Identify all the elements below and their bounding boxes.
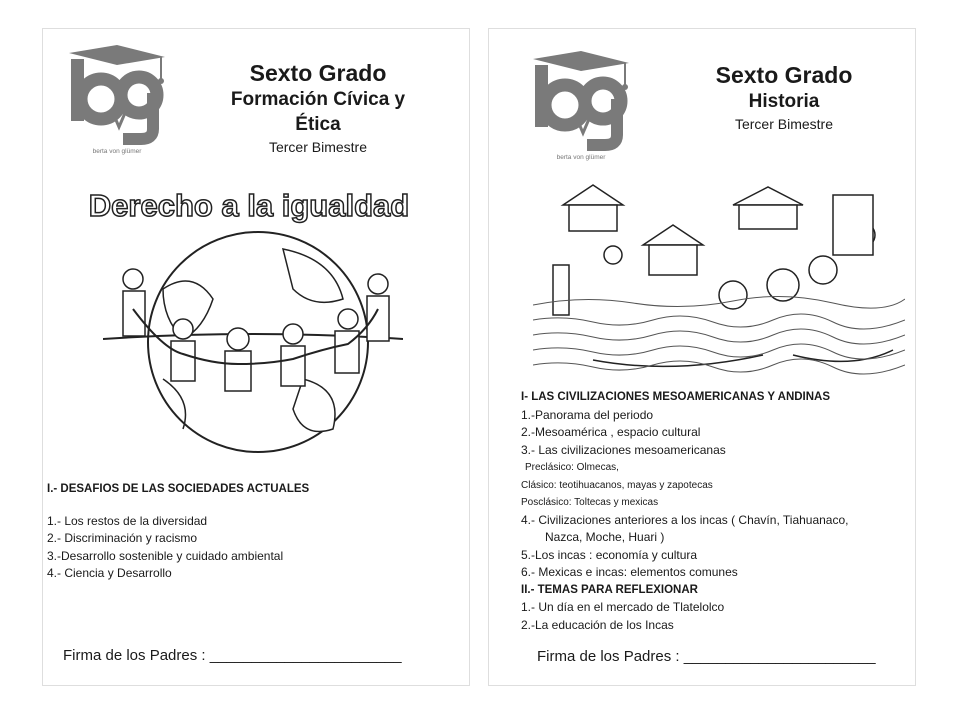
unit-heading: I.- DESAFIOS DE LAS SOCIEDADES ACTUALES [47,483,310,495]
subject-title-line1: Formación Cívica y [230,89,406,110]
topic-item: 5.-Los incas : economía y cultura [521,547,698,562]
topic-item: 4.- Civilizaciones anteriores a los incas ( Chavín, Tiahuanaco, [521,512,849,527]
school-logo [61,43,173,159]
topic-subitem: Preclásico: Olmecas, [525,462,619,473]
topic-item: 1.- Un día en el mercado de Tlatelolco [521,600,725,614]
unit-heading: II.- TEMAS PARA REFLEXIONAR [521,583,698,596]
topic-item: 3.-Desarrollo sostenible y cuidado ambiental [47,548,284,563]
subject-title-line2: Ética [295,114,341,135]
parent-signature-line: Firma de los Padres : _______________________ [63,647,402,664]
topic-item: 3.- Las civilizaciones mesoamericanas [521,442,726,457]
equality-banner [69,185,429,225]
globe-children-illustration [103,229,403,455]
grade-title: Sexto Grado [715,62,853,88]
svg-text:Derecho a la igualdad: Derecho a la igualdad [88,188,410,223]
right-booklet-cover [488,28,916,686]
topic-item: 1.-Panorama del periodo [521,407,654,422]
period-label: Tercer Bimestre [734,116,834,132]
svg-text:berta von glümer: berta von glümer [556,154,606,161]
school-logo [525,49,637,165]
topic-item-continuation: Nazca, Moche, Huari ) [545,530,665,544]
topic-subitem: Clásico: teotihuacanos, mayas y zapotecas [521,479,713,491]
svg-text:berta von glümer: berta von glümer [92,148,142,155]
topic-list [521,389,901,634]
topic-item: 1.- Los restos de la diversidad [47,513,208,528]
subject-title: Historia [748,91,820,112]
title-block [669,61,899,134]
topic-subitem: Posclásico: Toltecas y mexicas [521,497,659,508]
topic-item: 4.- Ciencia y Desarrollo [47,566,172,580]
topic-item: 2.-Mesoamérica , espacio cultural [521,425,701,439]
topic-list [47,481,457,583]
topic-item: 2.- Discriminación y racismo [47,531,198,545]
topic-item: 6.- Mexicas e incas: elementos comunes [521,565,738,579]
title-block [203,59,433,157]
unit-heading: I- LAS CIVILIZACIONES MESOAMERICANAS Y ANDINAS [521,391,831,403]
period-label: Tercer Bimestre [268,139,368,155]
grade-title: Sexto Grado [249,60,387,86]
topic-item: 2.-La educación de los Incas [521,617,674,632]
parent-signature-line: Firma de los Padres : _______________________ [537,648,876,665]
mesoamerican-codex-illustration [533,175,905,379]
left-booklet-cover [42,28,470,686]
